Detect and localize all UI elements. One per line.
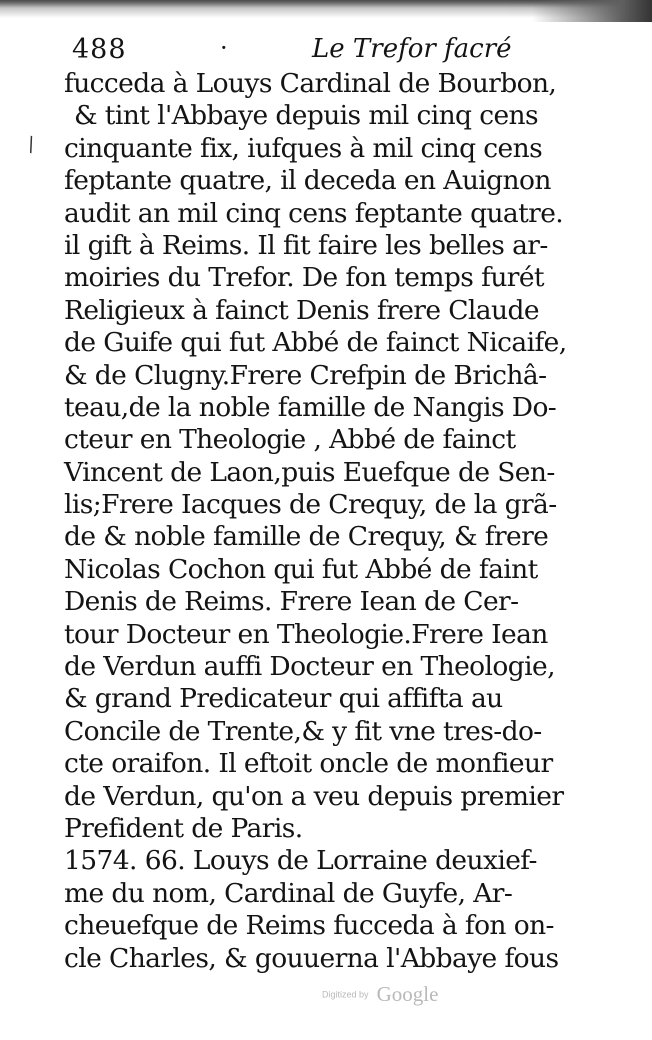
page-number: 488: [72, 34, 127, 65]
running-title: Le Trefor facré: [312, 34, 512, 64]
body-text: [64, 68, 567, 975]
text-line: de Verdun auffi Docteur en Theologie,: [64, 651, 555, 683]
text-line: moiries du Trefor. De fon temps furét: [64, 262, 544, 294]
text-line: Nicolas Cochon qui fut Abbé de faint: [64, 553, 538, 585]
page-top-shadow: [0, 0, 652, 20]
text-line: & grand Predicateur qui affifta au: [64, 683, 503, 715]
watermark-prefix: Digitized by: [322, 989, 369, 1000]
text-line: cle Charles, & gouuerna l'Abbaye fous: [64, 942, 559, 974]
text-line: lis;Frere Iacques de Crequy, de la grã-: [64, 489, 557, 521]
text-line: cteur en Theologie , Abbé de fainct: [64, 424, 516, 456]
text-line: de Verdun, qu'on a veu depuis premier: [64, 780, 564, 812]
text-line: il gift à Reims. Il fit faire les belles ar-: [64, 229, 548, 261]
text-line: feptante quatre, il deceda en Auignon: [64, 165, 551, 197]
header-dot: ·: [220, 34, 228, 62]
text-line: Prefident de Paris.: [64, 812, 303, 844]
text-line: Vincent de Laon,puis Euefque de Sen-: [64, 456, 555, 488]
text-line: Denis de Reims. Frere Iean de Cer-: [64, 586, 519, 618]
margin-mark: \: [24, 131, 39, 157]
page-header: [72, 30, 532, 70]
text-line: cte oraifon. Il eftoit oncle de monfieur: [64, 748, 553, 780]
text-line: & de Clugny.Frere Crefpin de Brichâ-: [64, 359, 547, 391]
text-line: de Guife qui fut Abbé de fainct Nicaife,: [64, 327, 567, 359]
digitized-watermark: [322, 982, 438, 1007]
text-line: teau,de la noble famille de Nangis Do-: [64, 391, 557, 423]
text-line: Concile de Trente,& y fit vne tres-do-: [64, 715, 542, 747]
text-line: fucceda à Louys Cardinal de Bourbon,: [64, 68, 557, 99]
text-line: audit an mil cinq cens feptante quatre.: [64, 197, 564, 229]
text-line: cinquante fix, iufques à mil cinq cens: [64, 132, 543, 164]
text-line: Religieux à fainct Denis frere Claude: [64, 294, 539, 326]
text-line: 1574. 66. Louys de Lorraine deuxief-: [64, 845, 537, 877]
watermark-brand: Google: [376, 982, 439, 1006]
text-line: & tint l'Abbaye depuis mil cinq cens: [74, 100, 539, 132]
text-line: tour Docteur en Theologie.Frere Iean: [64, 618, 548, 650]
text-line: me du nom, Cardinal de Guyfe, Ar-: [64, 877, 513, 909]
text-line: de & noble famille de Crequy, & frere: [64, 521, 549, 553]
text-line: cheuefque de Reims fucceda à fon on-: [64, 910, 554, 942]
